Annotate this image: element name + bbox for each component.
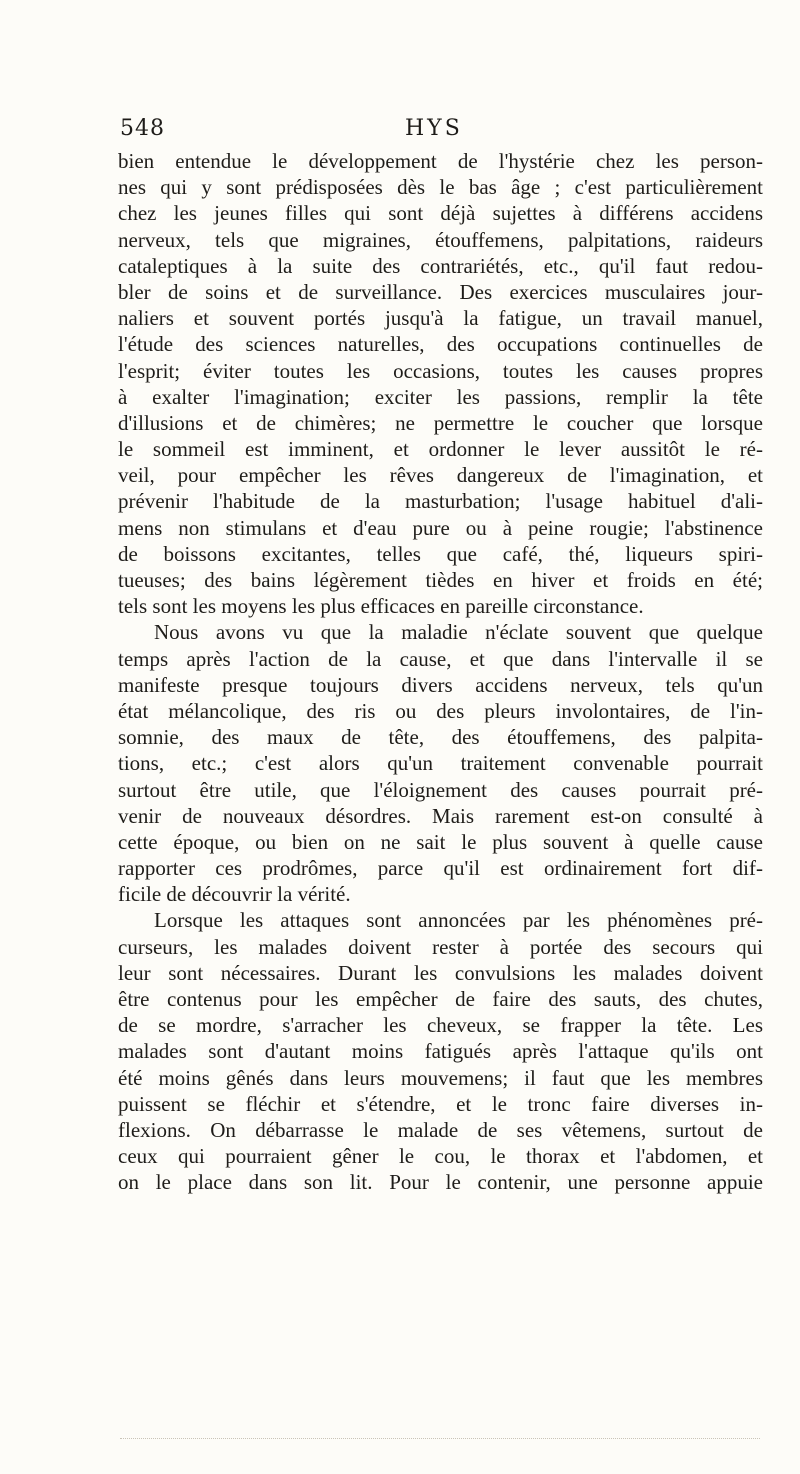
running-head [120,116,770,146]
text-line: rapporter ces prodrômes, parce qu'il est ordinairement fort dif- [118,856,763,881]
text-line: bler de soins et de surveillance. Des exercices musculaires jour- [118,279,763,304]
text-line: temps après l'action de la cause, et que dans l'intervalle il se [118,646,763,671]
text-line: malades sont d'autant moins fatigués après l'attaque qu'ils ont [118,1039,763,1064]
text-line: puissent se fléchir et s'étendre, et le tronc faire diverses in- [118,1091,763,1116]
paragraph-start-line: Nous avons vu que la maladie n'éclate souvent que quelque [154,620,763,645]
bleed-through-marks [120,1438,760,1439]
body-text [118,148,763,1196]
text-line: d'illusions et de chimères; ne permettre le coucher que lorsque [118,410,763,435]
text-line: prévenir l'habitude de la masturbation; l'usage habituel d'ali- [118,489,763,514]
paragraph-end-line: ficile de découvrir la vérité. [118,882,351,907]
text-line: chez les jeunes filles qui sont déjà sujettes à différens accidens [118,201,763,226]
text-line: de boissons excitantes, telles que café, thé, liqueurs spiri- [118,541,763,566]
text-line: leur sont nécessaires. Durant les convulsions les malades doivent [118,960,763,985]
text-line: veil, pour empêcher les rêves dangereux de l'imagination, et [118,463,763,488]
page-number: 548 [120,116,165,141]
text-line: cette époque, ou bien on ne sait le plus souvent à quelle cause [118,829,763,854]
text-line: à exalter l'imagination; exciter les passions, remplir la tête [118,384,763,409]
text-line: cataleptiques à la suite des contrariétés, etc., qu'il faut redou- [118,253,763,278]
text-line: nerveux, tels que migraines, étouffemens, palpitations, raideurs [118,227,763,252]
text-line: mens non stimulans et d'eau pure ou à peine rougie; l'abstinence [118,515,763,540]
text-line: ceux qui pourraient gêner le cou, le thorax et l'abdomen, et [118,1144,763,1169]
paragraph-start-line: Lorsque les attaques sont annoncées par les phénomènes pré- [154,908,763,933]
text-line: surtout être utile, que l'éloignement des causes pourrait pré- [118,777,763,802]
text-line: tueuses; des bains légèrement tièdes en hiver et froids en été; [118,568,763,592]
text-line: le sommeil est imminent, et ordonner le lever aussitôt le ré- [118,437,763,462]
text-line: manifeste presque toujours divers accidens nerveux, tels qu'un [118,672,763,697]
text-line: état mélancolique, des ris ou des pleurs involontaires, de l'in- [118,698,763,723]
text-line: nes qui y sont prédisposées dès le bas âge ; c'est particulièrement [118,175,763,200]
text-line: de se mordre, s'arracher les cheveux, se frapper la tête. Les [118,1013,763,1038]
text-line: somnie, des maux de tête, des étouffemens, des palpita- [118,725,763,750]
text-line: été moins gênés dans leurs mouvemens; il faut que les membres [118,1065,763,1090]
paragraph-end-line: tels sont les moyens les plus efficaces en pareille circonstance. [118,594,644,619]
text-line: naliers et souvent portés jusqu'à la fatigue, un travail manuel, [118,306,763,331]
text-line: flexions. On débarrasse le malade de ses vêtemens, surtout de [118,1117,763,1142]
running-title: HYS [405,116,463,141]
text-line: bien entendue le développement de l'hystérie chez les person- [118,149,763,173]
text-line: venir de nouveaux désordres. Mais rarement est-on consulté à [118,803,763,828]
text-line: l'étude des sciences naturelles, des occupations continuelles de [118,332,763,357]
text-line: curseurs, les malades doivent rester à portée des secours qui [118,934,763,959]
text-line: on le place dans son lit. Pour le contenir, une personne appuie [118,1170,763,1195]
text-line: l'esprit; éviter toutes les occasions, toutes les causes propres [118,358,763,383]
text-line: tions, etc.; c'est alors qu'un traitement convenable pourrait [118,751,763,776]
text-line: être contenus pour les empêcher de faire des sauts, des chutes, [118,987,763,1011]
